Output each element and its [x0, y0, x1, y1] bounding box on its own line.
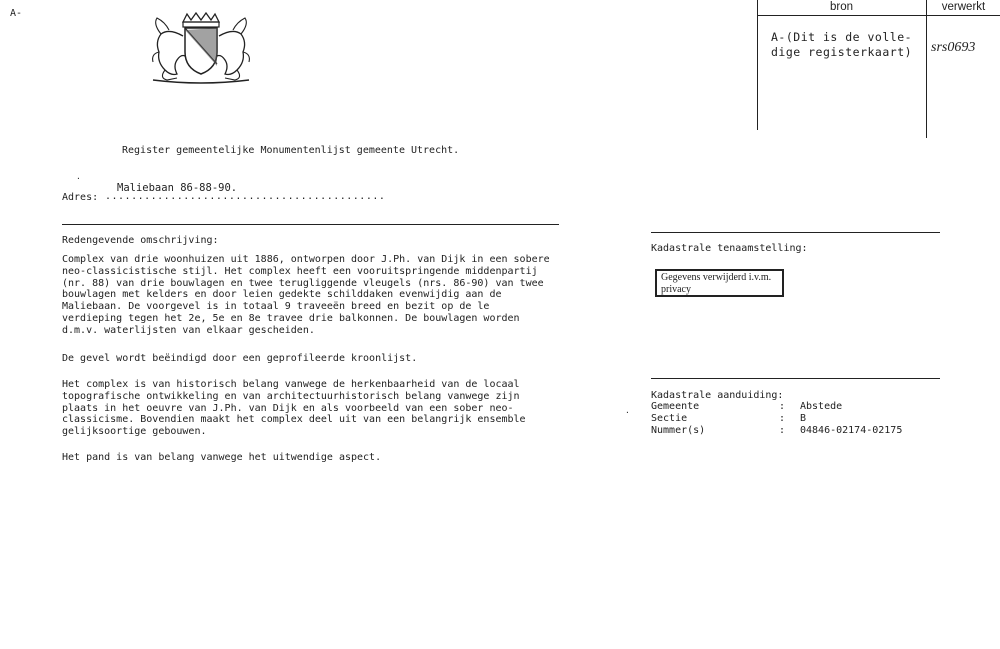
redaction-line-2: privacy	[661, 284, 691, 295]
table-header-rule	[757, 15, 1000, 16]
row-separator: :	[779, 413, 786, 424]
row-value: Abstede	[800, 401, 843, 412]
register-title: Register gemeentelijke Monumentenlijst gemeente Utrecht.	[122, 145, 460, 156]
description-paragraph-1	[62, 254, 562, 337]
aanduiding-row-sectie	[651, 413, 806, 425]
paragraph-line: gelijksoortige gebouwen.	[62, 426, 207, 438]
coat-of-arms-icon	[147, 12, 255, 84]
bron-value	[771, 30, 912, 60]
paragraph-line: classicisme. Bovendien maakt het complex deel uit van een belangrijk ensemble	[62, 414, 526, 426]
description-paragraph-3	[62, 379, 562, 438]
paragraph-line: Het complex is van historisch belang vanwege de herkenbaarheid van de locaal	[62, 379, 520, 390]
aanduiding-row-gemeente	[651, 401, 842, 413]
bron-value-line-2: dige registerkaart)	[771, 45, 913, 59]
paragraph-line: d.m.v. waterlijsten van elkaar gescheiden.	[62, 324, 315, 336]
paragraph-line: topografische ontwikkeling en van architectuurhistorisch belang vanwege zijn	[62, 390, 520, 402]
row-label: Gemeente	[651, 401, 700, 412]
aanduiding-heading: Kadastrale aanduiding:	[651, 390, 784, 401]
column-header-verwerkt: verwerkt	[941, 1, 986, 13]
bullet-dot: ·	[76, 174, 81, 183]
row-value: 04846-02174-02175	[800, 425, 903, 436]
bron-value-line-1: A-(Dit is de volle-	[771, 30, 913, 44]
address-label: Adres:	[62, 192, 99, 203]
address-value: Maliebaan 86-88-90.	[117, 182, 238, 194]
privacy-redaction-box	[655, 269, 784, 297]
paragraph-line: plaats in het oeuvre van J.Ph. van Dijk en als voorbeeld van een sober neo-	[62, 402, 514, 414]
address-dots: ...........................................	[105, 191, 386, 202]
paragraph-line: Maliebaan. De voorgevel is in totaal 9 traveeën breed en bezit op de le	[62, 301, 490, 313]
table-left-border	[757, 0, 758, 130]
description-paragraph-4: Het pand is van belang vanwege het uitwendige aspect.	[62, 452, 382, 463]
verwerkt-value: srs0693	[931, 40, 976, 55]
tenaamstelling-heading: Kadastrale tenaamstelling:	[651, 243, 808, 254]
row-value: B	[800, 413, 807, 424]
left-section-rule	[62, 224, 559, 225]
column-header-bron: bron	[829, 1, 854, 13]
paragraph-line: (nr. 88) van drie bouwlagen en twee terugliggende vleugels (nrs. 86-90) van twee	[62, 277, 544, 289]
corner-mark: A-	[10, 8, 23, 19]
aanduiding-row-nummers	[651, 425, 902, 437]
description-heading: Redengevende omschrijving:	[62, 235, 219, 246]
row-separator: :	[779, 401, 786, 412]
right-section-rule-1	[651, 232, 940, 233]
row-label: Nummer(s)	[651, 425, 706, 436]
redaction-line-1: Gegevens verwijderd i.v.m.	[661, 272, 772, 283]
paragraph-line: bouwlagen met kelders en door leien gedekte schilddaken evenwijdig aan de	[62, 289, 502, 301]
table-divider	[926, 0, 927, 138]
paragraph-line: verdieping tegen het 2e, 5e en 8e travee drie balkonnen. De bouwlagen worden	[62, 312, 520, 324]
paragraph-line: Complex van drie woonhuizen uit 1886, ontworpen door J.Ph. van Dijk in een sobere	[62, 254, 550, 265]
row-label: Sectie	[651, 413, 688, 424]
right-section-rule-2	[651, 378, 940, 379]
paragraph-line: neo-classicistische stijl. Het complex heeft een vooruitspringende middenpartij	[62, 265, 538, 277]
row-separator: :	[779, 425, 786, 436]
margin-dot: ·	[625, 408, 630, 417]
description-paragraph-2: De gevel wordt beëindigd door een geprofileerde kroonlijst.	[62, 353, 418, 364]
